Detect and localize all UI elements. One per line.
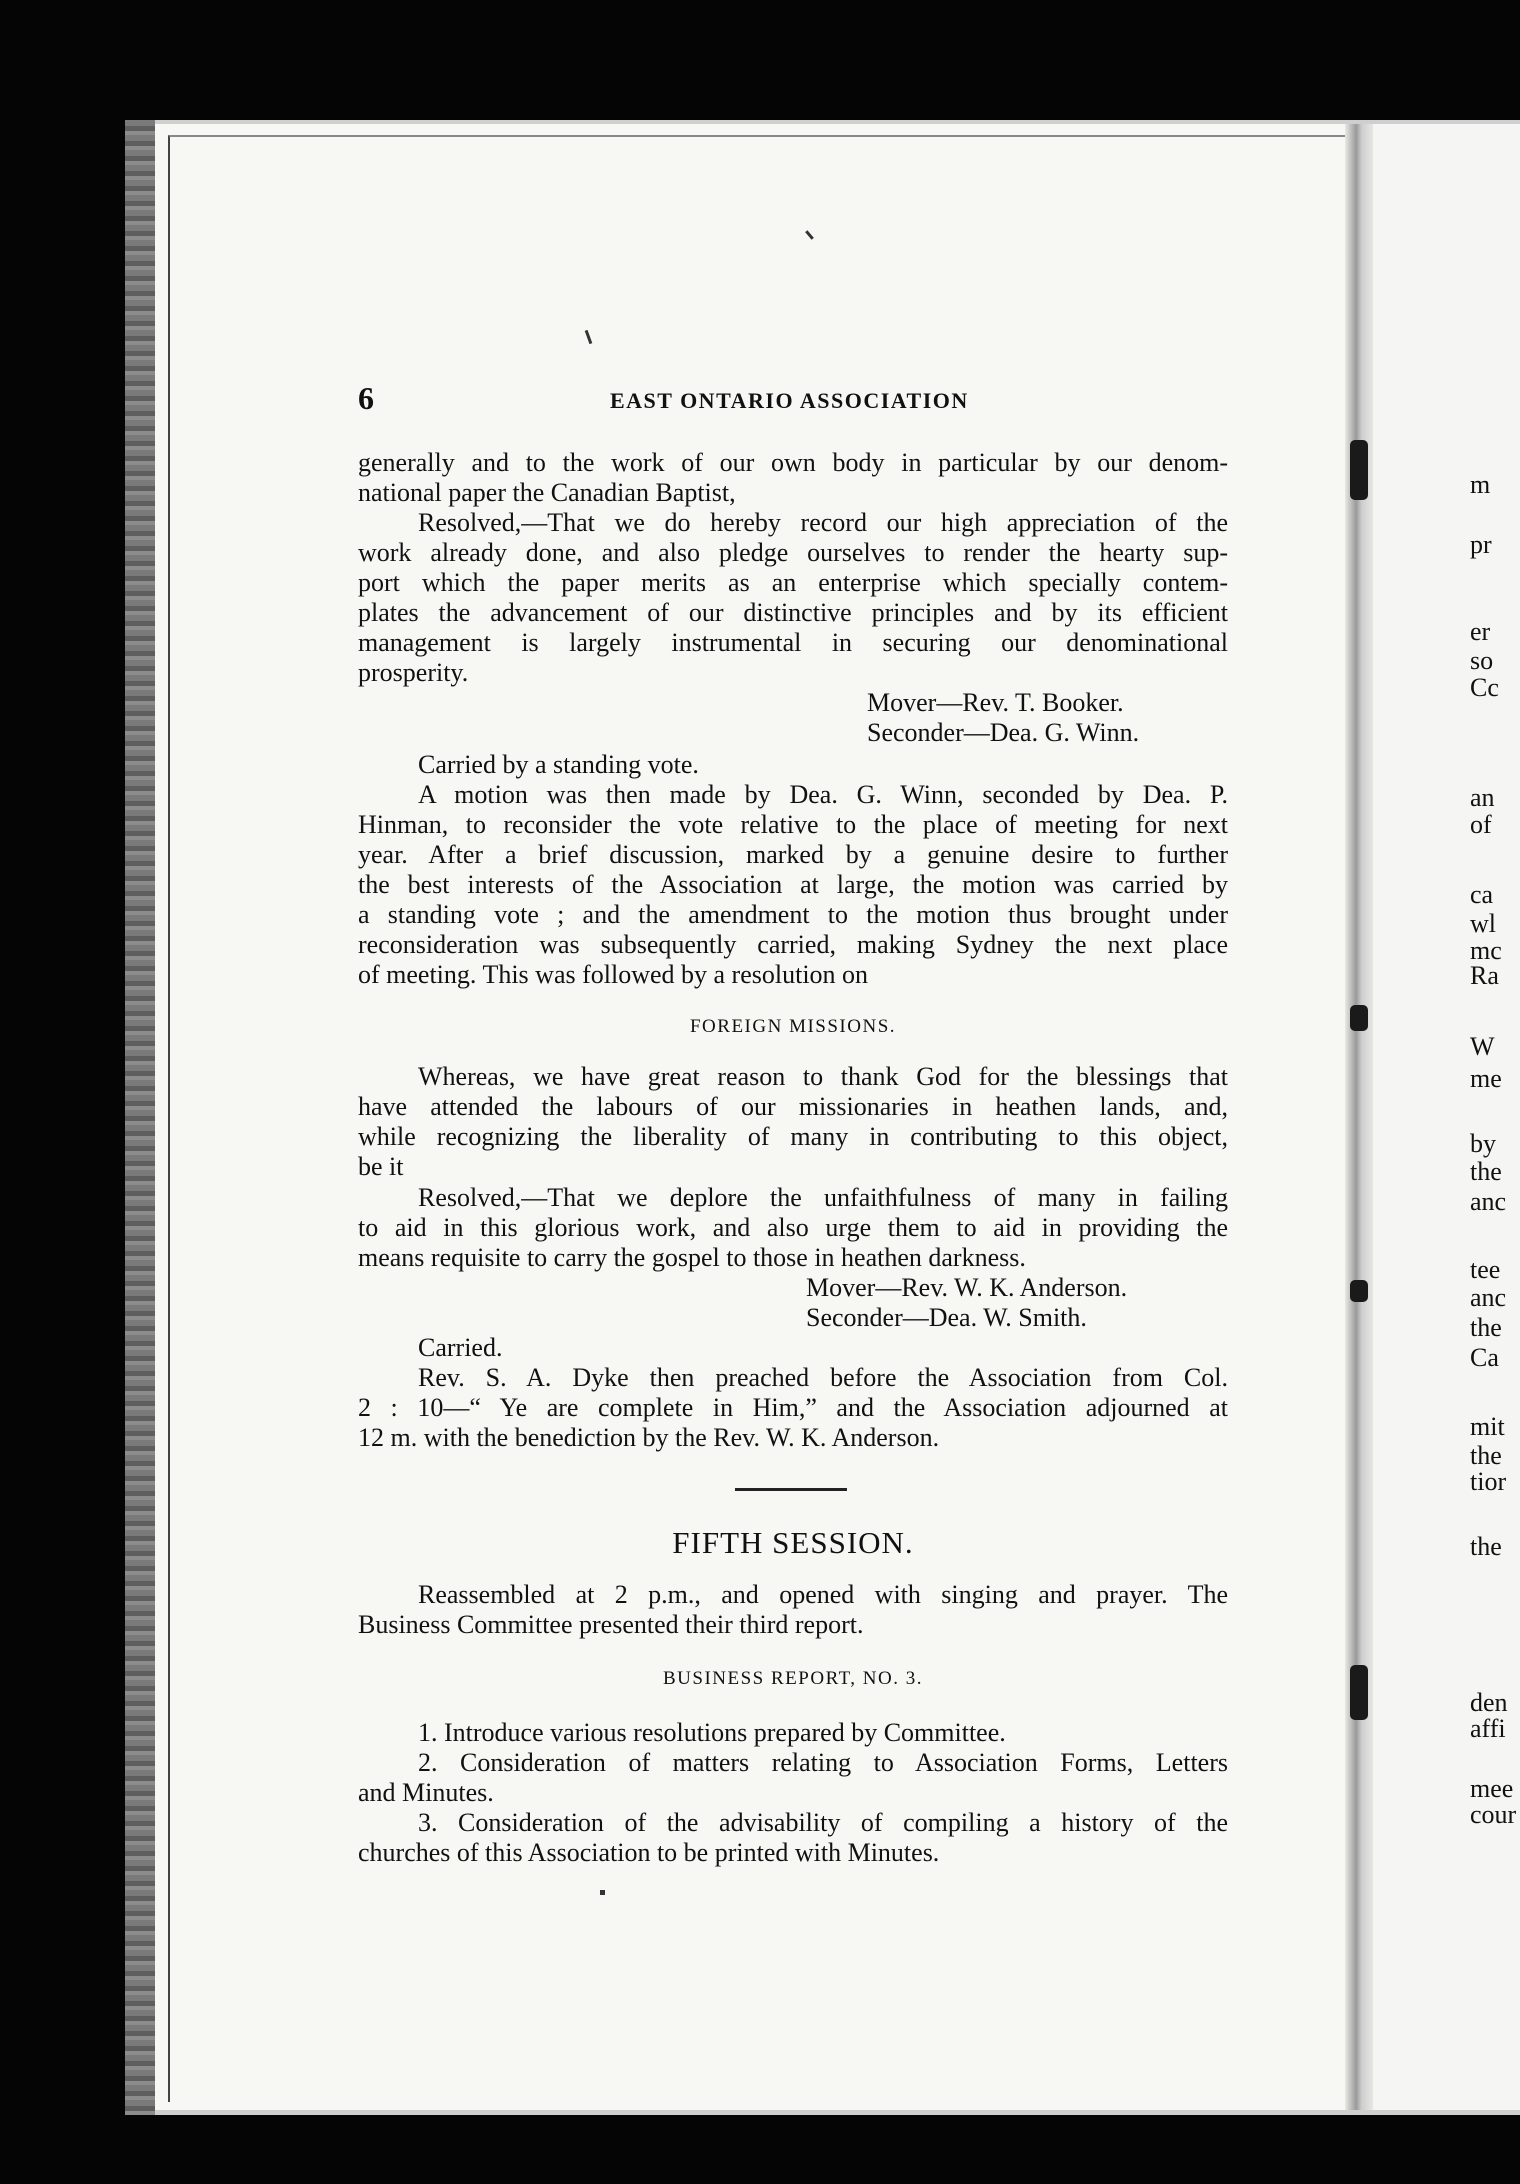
- book-gutter: [1345, 124, 1373, 2110]
- text-line: A motion was then made by Dea. G. Winn, seconded by Dea. P.: [418, 780, 1228, 809]
- seconder-line: Seconder—Dea. G. Winn.: [867, 718, 1140, 747]
- section-heading-foreign-missions: FOREIGN MISSIONS.: [689, 1016, 897, 1037]
- text-line: Whereas, we have great reason to thank God for the blessings that: [418, 1062, 1228, 1091]
- right-page-fragment: wl: [1470, 909, 1496, 938]
- text-line: the best interests of the Association at large, the motion was carried by: [358, 870, 1228, 899]
- right-page-fragment: the: [1470, 1441, 1502, 1470]
- text-line: plates the advancement of our distinctive principles and by its efficient: [358, 598, 1228, 627]
- right-page-fragment: me: [1470, 1064, 1502, 1093]
- right-page-fragment: so: [1470, 646, 1494, 675]
- report-item: churches of this Association to be printed with Minutes.: [358, 1838, 940, 1867]
- right-page-fragment: the: [1470, 1313, 1502, 1342]
- right-page-fragment: anc: [1470, 1187, 1507, 1216]
- report-item: and Minutes.: [358, 1778, 494, 1807]
- right-page-fragment: the: [1470, 1532, 1502, 1561]
- text-line: reconsideration was subsequently carried, making Sydney the next place: [358, 930, 1228, 959]
- page-number: 6: [358, 380, 374, 416]
- right-page-fragment: affi: [1470, 1714, 1506, 1743]
- binding-stitch: [1350, 1280, 1368, 1302]
- text-line: port which the paper merits as an enterprise which specially contem-: [358, 568, 1228, 597]
- right-page-fragment: an: [1470, 783, 1495, 812]
- seconder-line: Seconder—Dea. W. Smith.: [806, 1303, 1087, 1332]
- right-page-fragment: by: [1470, 1129, 1496, 1158]
- text-line: Hinman, to reconsider the vote relative to the place of meeting for next: [358, 810, 1228, 839]
- text-line: Resolved,—That we do hereby record our high appreciation of the: [418, 508, 1228, 537]
- text-line: means requisite to carry the gospel to those in heathen darkness.: [358, 1243, 1026, 1272]
- carried-line: Carried.: [418, 1333, 503, 1362]
- section-rule: [735, 1488, 847, 1491]
- report-item: 3. Consideration of the advisability of compiling a history of the: [418, 1808, 1228, 1837]
- text-line: while recognizing the liberality of many in contributing to this object,: [358, 1122, 1228, 1151]
- binding-stitch: [1350, 440, 1368, 500]
- binding-stitch: [1350, 1005, 1368, 1031]
- text-line: to aid in this glorious work, and also urge them to aid in providing the: [358, 1213, 1228, 1242]
- text-line: of meeting. This was followed by a resolution on: [358, 960, 869, 989]
- text-line: 12 m. with the benediction by the Rev. W. K. Anderson.: [358, 1423, 940, 1452]
- right-page-fragment: Cc: [1470, 673, 1499, 702]
- right-page-fragment: tior: [1470, 1467, 1507, 1496]
- text-line: year. After a brief discussion, marked by a genuine desire to further: [358, 840, 1228, 869]
- right-page-fragment: cour: [1470, 1800, 1517, 1829]
- text-line: Resolved,—That we deplore the unfaithfulness of many in failing: [418, 1183, 1228, 1212]
- section-heading-fifth-session: FIFTH SESSION.: [672, 1525, 914, 1560]
- right-page-fragment: den: [1470, 1688, 1508, 1717]
- right-page-fragment: W: [1470, 1032, 1495, 1061]
- text-line: Rev. S. A. Dyke then preached before the Association from Col.: [418, 1363, 1228, 1392]
- right-page-fragment: of: [1470, 810, 1492, 839]
- binding-stitch: [1350, 1665, 1368, 1720]
- right-page-fragment: anc: [1470, 1283, 1507, 1312]
- text-line: management is largely instrumental in securing our denominational: [358, 628, 1228, 657]
- text-line: a standing vote ; and the amendment to the motion thus brought under: [358, 900, 1228, 929]
- right-page-fragment: m: [1470, 470, 1491, 499]
- text-line: generally and to the work of our own body in particular by our denom-: [358, 448, 1228, 477]
- right-page-fragment: er: [1470, 617, 1491, 646]
- carried-line: Carried by a standing vote.: [418, 750, 699, 779]
- scan-speck: [600, 1890, 605, 1895]
- text-line: have attended the labours of our missionaries in heathen lands, and,: [358, 1092, 1228, 1121]
- mover-line: Mover—Rev. T. Booker.: [867, 688, 1124, 717]
- text-line: Business Committee presented their third report.: [358, 1610, 864, 1639]
- right-page-fragment: Ra: [1470, 961, 1499, 990]
- text-line: prosperity.: [358, 658, 469, 687]
- right-page-fragment: mc: [1470, 936, 1502, 965]
- text-line: 2 : 10—“ Ye are complete in Him,” and the Association adjourned at: [358, 1393, 1228, 1422]
- report-item: 1. Introduce various resolutions prepared by Committee.: [418, 1718, 1006, 1747]
- right-page-fragment: mit: [1470, 1412, 1505, 1441]
- right-page-fragment: the: [1470, 1157, 1502, 1186]
- report-item: 2. Consideration of matters relating to Association Forms, Letters: [418, 1748, 1228, 1777]
- right-page-fragment: pr: [1470, 530, 1492, 559]
- text-line: be it: [358, 1152, 404, 1181]
- right-page-fragment: mee: [1470, 1774, 1514, 1803]
- text-line: Reassembled at 2 p.m., and opened with singing and prayer. The: [418, 1580, 1228, 1609]
- text-line: national paper the Canadian Baptist,: [358, 478, 736, 507]
- book-binding: [125, 120, 155, 2115]
- section-heading-business-report: BUSINESS REPORT, NO. 3.: [663, 1668, 923, 1689]
- right-page-fragment: tee: [1470, 1255, 1501, 1284]
- running-head: EAST ONTARIO ASSOCIATION: [610, 388, 969, 413]
- right-page-fragment: ca: [1470, 880, 1494, 909]
- right-page-fragment: Ca: [1470, 1343, 1499, 1372]
- text-line: work already done, and also pledge ourselves to render the hearty sup-: [358, 538, 1228, 567]
- mover-line: Mover—Rev. W. K. Anderson.: [806, 1273, 1128, 1302]
